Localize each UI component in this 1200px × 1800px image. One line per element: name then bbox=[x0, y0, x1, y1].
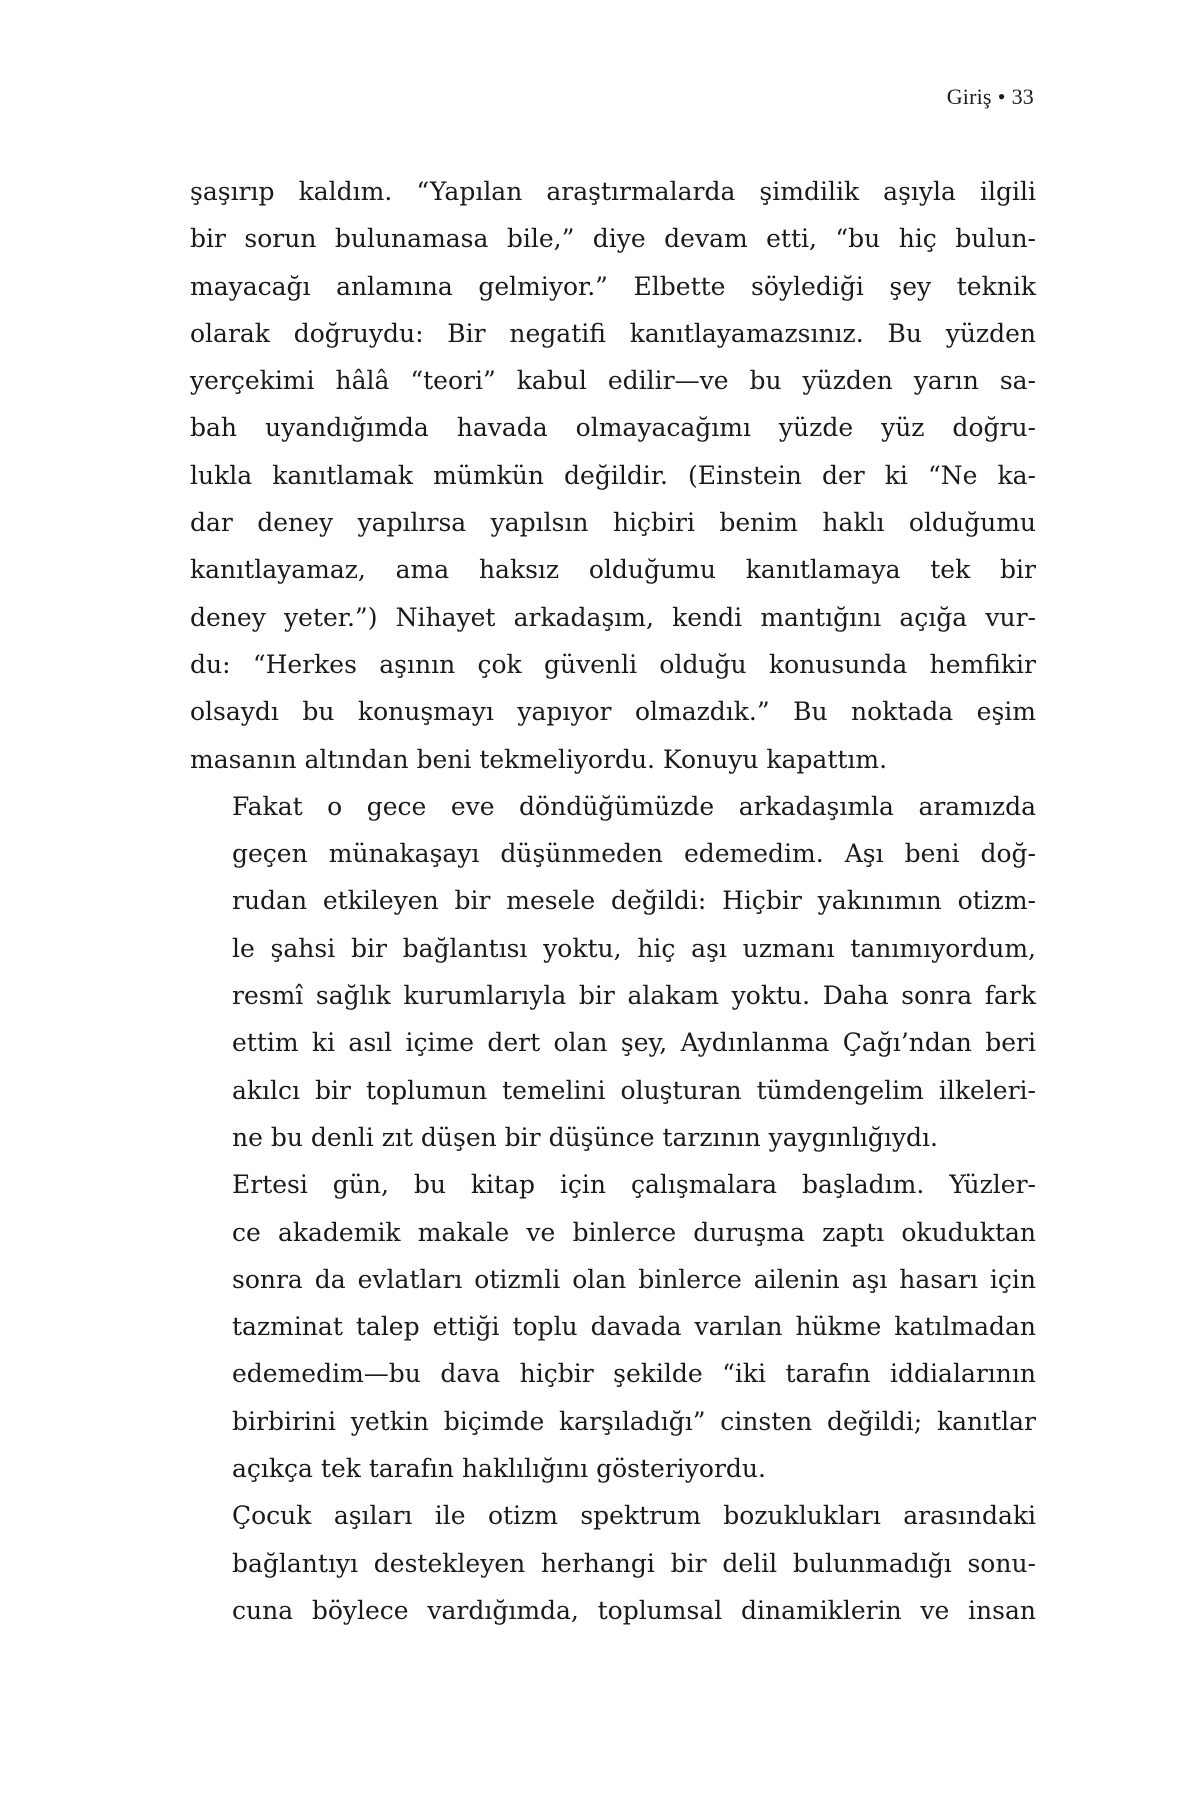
text-line: ettim ki asıl içime dert olan şey, Aydınlanma Çağı’ndan beri bbox=[232, 1028, 1036, 1058]
text-line: cuna böylece vardığımda, toplumsal dinamiklerin ve insan bbox=[232, 1595, 1036, 1625]
text-line: yerçekimi hâlâ “teori” kabul edilir—ve bu yüzden yarın sa- bbox=[190, 366, 1036, 396]
paragraph bbox=[190, 1161, 1036, 1492]
text-line: rudan etkileyen bir mesele değildi: Hiçbir yakınımın otizm- bbox=[232, 886, 1036, 916]
text-line: ce akademik makale ve binlerce duruşma zaptı okuduktan bbox=[232, 1217, 1036, 1247]
text-line: açıkça tek tarafın haklılığını gösteriyordu. bbox=[232, 1454, 766, 1484]
text-line: le şahsi bir bağlantısı yoktu, hiç aşı uzmanı tanımıyordum, bbox=[232, 933, 1036, 963]
text-line: dar deney yapılırsa yapılsın hiçbiri benim haklı olduğumu bbox=[190, 508, 1036, 538]
text-line: bir sorun bulunamasa bile,” diye devam etti, “bu hiç bulun- bbox=[190, 224, 1036, 254]
text-line: şaşırıp kaldım. “Yapılan araştırmalarda şimdilik aşıyla ilgili bbox=[190, 177, 1036, 206]
text-line: deney yeter.”) Nihayet arkadaşım, kendi mantığını açığa vur- bbox=[190, 602, 1036, 632]
text-line: olsaydı bu konuşmayı yapıyor olmazdık.” Bu noktada eşim bbox=[190, 697, 1036, 727]
text-line: Çocuk aşıları ile otizm spektrum bozuklukları arasındaki bbox=[232, 1501, 1036, 1531]
text-line: mayacağı anlamına gelmiyor.” Elbette söylediği şey teknik bbox=[190, 271, 1036, 301]
paragraph bbox=[190, 783, 1036, 1161]
text-line: edemedim—bu dava hiçbir şekilde “iki tarafın iddialarının bbox=[232, 1359, 1036, 1389]
text-line: lukla kanıtlamak mümkün değildir. (Einstein der ki “Ne ka- bbox=[190, 460, 1036, 490]
text-line: kanıtlayamaz, ama haksız olduğumu kanıtlamaya tek bir bbox=[190, 555, 1036, 585]
page-number: 33 bbox=[1011, 84, 1034, 109]
text-line: resmî sağlık kurumlarıyla bir alakam yoktu. Daha sonra fark bbox=[232, 981, 1036, 1011]
text-line: Ertesi gün, bu kitap için çalışmalara başladım. Yüzler- bbox=[232, 1170, 1036, 1200]
paragraph bbox=[190, 1492, 1036, 1634]
text-line: akılcı bir toplumun temelini oluşturan tümdengelim ilkeleri- bbox=[232, 1075, 1036, 1105]
running-header bbox=[947, 84, 1034, 110]
header-section-title: Giriş bbox=[946, 84, 992, 109]
text-line: Fakat o gece eve döndüğümüzde arkadaşımla aramızda bbox=[232, 791, 1036, 821]
text-line: bağlantıyı destekleyen herhangi bir delil bulunmadığı sonu- bbox=[232, 1548, 1036, 1578]
text-line: olarak doğruydu: Bir negatifi kanıtlayamazsınız. Bu yüzden bbox=[190, 318, 1036, 348]
text-line: du: “Herkes aşının çok güvenli olduğu konusunda hemfikir bbox=[190, 649, 1036, 679]
header-separator: • bbox=[997, 84, 1006, 109]
text-line: bah uyandığımda havada olmayacağımı yüzde yüz doğru- bbox=[190, 413, 1036, 443]
text-line: geçen münakaşayı düşünmeden edemedim. Aşı beni doğ- bbox=[232, 839, 1036, 869]
page-body bbox=[190, 168, 1036, 1634]
text-line: ne bu denli zıt düşen bir düşünce tarzının yaygınlığıydı. bbox=[232, 1122, 938, 1152]
text-line: birbirini yetkin biçimde karşıladığı” cinsten değildi; kanıtlar bbox=[232, 1406, 1036, 1436]
text-line: tazminat talep ettiği toplu davada varılan hükme katılmadan bbox=[232, 1312, 1036, 1342]
paragraph bbox=[190, 168, 1036, 783]
text-line: masanın altından beni tekmeliyordu. Konuyu kapattım. bbox=[190, 744, 888, 774]
text-line: sonra da evlatları otizmli olan binlerce ailenin aşı hasarı için bbox=[232, 1264, 1036, 1294]
